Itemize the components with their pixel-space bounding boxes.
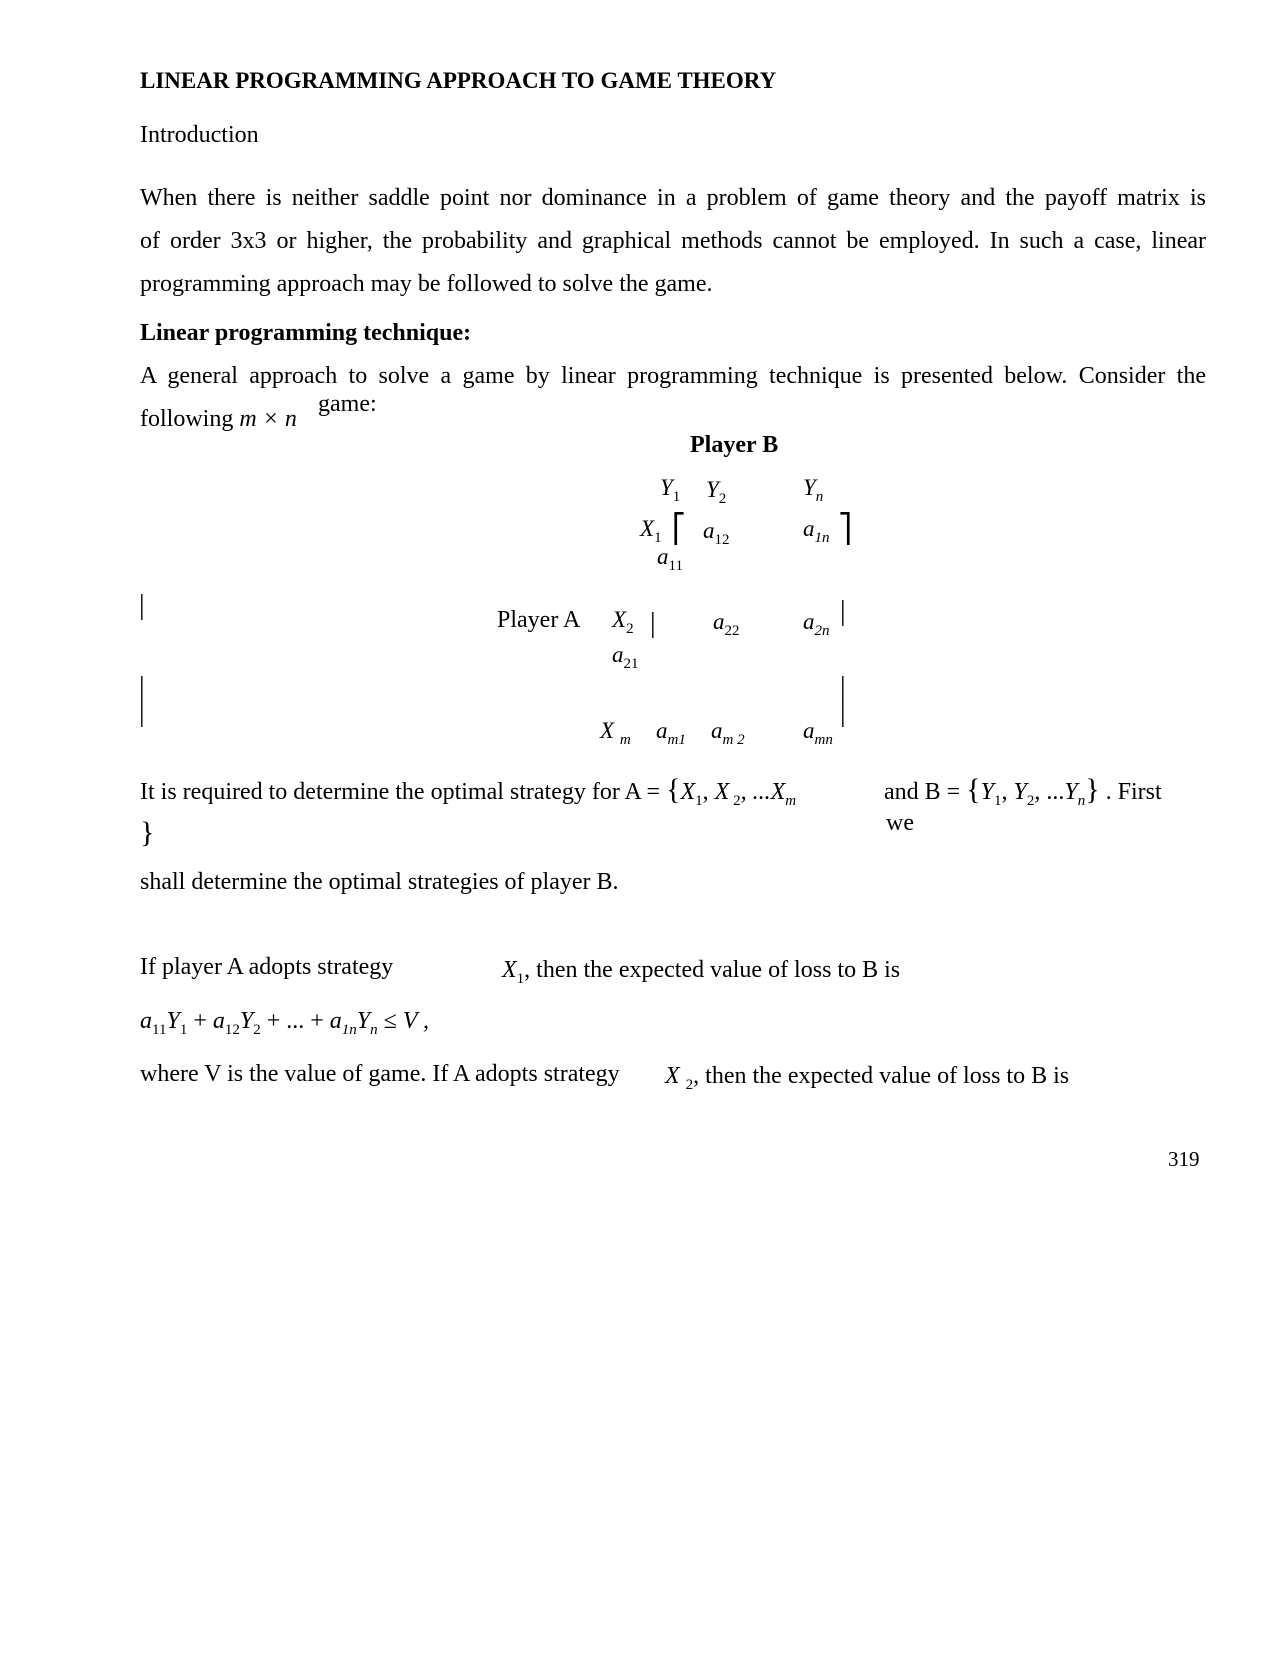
page-title: LINEAR PROGRAMMING APPROACH TO GAME THEORY	[140, 68, 777, 93]
player-a-label: Player A	[497, 607, 581, 633]
col-header-y2: $Y_2$	[706, 477, 727, 507]
matrix-bar: |	[840, 596, 846, 627]
matrix-cell-amn: $a_{mn}$	[803, 718, 833, 748]
matrix-cell-a1n: $a_{1n}$	[803, 516, 830, 546]
col-header-y1: $Y_1$	[660, 475, 681, 505]
section-heading-introduction: Introduction	[140, 122, 259, 148]
matrix-cell-am1: $a_{m1}$	[656, 718, 686, 748]
paragraph-word: we	[886, 810, 914, 836]
matrix-bar: |	[650, 608, 656, 639]
row-header-x2: $X_2$	[612, 607, 634, 637]
matrix-cell-a2n: $a_{2n}$	[803, 609, 830, 639]
paragraph-line: where V is the value of game. If A adopts strategy	[140, 1061, 620, 1087]
matrix-cell-a22: $a_{22}$	[713, 609, 740, 639]
paragraph-line: of order 3x3 or higher, the probability and graphical methods cannot be employed. In such a case, linear	[140, 228, 1206, 254]
matrix-cell-am2: $a_{m 2}$	[711, 718, 745, 748]
page-number: 319	[1168, 1147, 1200, 1171]
paragraph-line: shall determine the optimal strategies of player B.	[140, 869, 619, 895]
paragraph-word: game:	[318, 391, 377, 417]
paragraph-line: following m × n	[140, 406, 297, 432]
row-header-xm: X $_m$	[600, 718, 631, 748]
paragraph-line: programming approach may be followed to solve the game.	[140, 271, 713, 297]
matrix-bar: |	[139, 672, 145, 703]
matrix-bracket: ⎤	[838, 514, 852, 545]
paragraph-line: and $B = \{Y_1$, $Y_2$, $...Y_n$} . First	[884, 773, 1162, 809]
paragraph-line: A general approach to solve a game by linear programming technique is presented below. Consider the	[140, 363, 1206, 389]
paragraph-line: $X_1$, then the expected value of loss to B is	[502, 957, 901, 987]
matrix-cell-a12: $a_{12}$	[703, 518, 730, 548]
math-m-times-n: m × n	[239, 406, 297, 432]
matrix-bar: |	[840, 697, 846, 728]
col-header-yn: $Y_n$	[803, 475, 824, 505]
paragraph-line: When there is neither saddle point nor dominance in a problem of game theory and the payoff matrix is	[140, 185, 1206, 211]
matrix-cell-a21: $a_{21}$	[612, 642, 639, 672]
matrix-bar: |	[840, 672, 846, 703]
matrix-bracket: ⎡	[672, 514, 686, 545]
matrix-cell-a11: $a_{11}$	[657, 544, 683, 574]
row-header-x1: $X_1$	[640, 516, 662, 546]
matrix-bar: |	[139, 697, 145, 728]
paragraph-line: It is required to determine the optimal strategy for $A = \{X_1$, X $_2$, $...X_m$	[140, 773, 797, 809]
equation-loss: $a_{11}Y_1 + a_{12}Y_2$ + ... + $a_{1n}Y_n \le V$ ,	[140, 1008, 430, 1038]
paragraph-line: X $_2$, then the expected value of loss to B is	[665, 1063, 1070, 1093]
brace-close: }	[140, 816, 155, 849]
subheading-lp-technique: Linear programming technique:	[140, 320, 472, 346]
paragraph-line: If player A adopts strategy	[140, 954, 394, 980]
player-b-label: Player B	[690, 432, 779, 458]
matrix-bar: |	[139, 590, 145, 621]
